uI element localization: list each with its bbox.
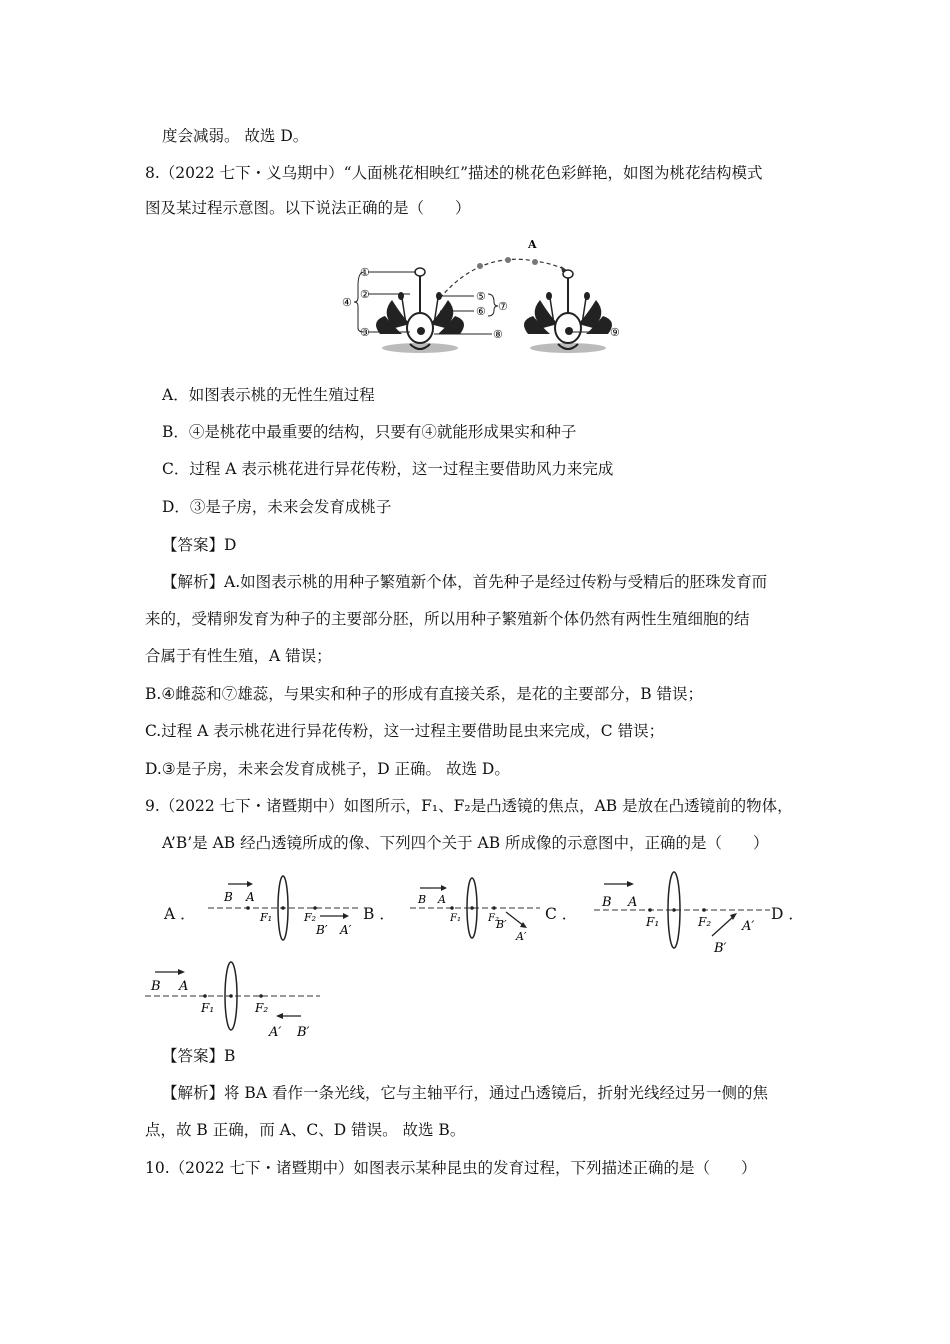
question-8-analysis-line: D.③是子房，未来会发育成桃子，D 正确。 故选 D。	[145, 760, 510, 778]
option-letter-c: C ．	[545, 905, 578, 923]
label-f1: F₁	[450, 913, 461, 924]
label-a-prime: A′	[742, 919, 755, 934]
question-9-answer: 【答案】B	[162, 1047, 236, 1065]
label-a: A	[438, 893, 446, 906]
label-f2: F₂	[304, 911, 317, 924]
option-a: A．如图表示桃的无性生殖过程	[162, 386, 375, 404]
label-b-prime: B′	[316, 923, 328, 937]
question-8-analysis-line: B.④雌蕊和⑦雄蕊，与果实和种子的形成有直接关系，是花的主要部分，B 错误；	[145, 685, 704, 703]
label-b: B	[602, 895, 612, 910]
question-8-analysis-line: 【解析】A.如图表示桃的用种子繁殖新个体，首先种子是经过传粉与受精后的胚珠发育而	[162, 573, 768, 591]
label-b: B	[418, 893, 427, 906]
lens-diagram-a	[208, 874, 358, 944]
label-b-prime: B′	[297, 1025, 310, 1040]
option-d: D．③是子房，未来会发育成桃子	[162, 498, 392, 516]
option-b: B．④是桃花中最重要的结构，只要有④就能形成果实和种子	[162, 423, 577, 441]
label-b: B	[151, 979, 161, 994]
label-4: ④	[342, 296, 352, 309]
label-f1: F₁	[646, 915, 660, 929]
question-8-answer: 【答案】D	[162, 536, 237, 554]
label-b-prime: B′	[714, 941, 727, 956]
question-8-analysis-line: C.过程 A 表示桃花进行异花传粉，这一过程主要借助昆虫来完成，C 错误；	[145, 722, 665, 740]
label-5: ⑤	[476, 290, 486, 303]
lens-diagram-c	[594, 866, 770, 956]
label-a-prime: A′	[340, 923, 352, 937]
option-letter-d: D ．	[771, 905, 804, 923]
question-9-stem-line1: 9.（2022 七下・诸暨期中）如图所示，F₁、F₂是凸透镜的焦点，AB 是放在凸透镜前的物体，	[145, 797, 793, 815]
question-8-analysis-line: 来的，受精卵发育为种子的主要部分胚，所以用种子繁殖新个体仍然有两性生殖细胞的结	[145, 610, 750, 628]
label-f1: F₁	[260, 911, 273, 924]
question-8-analysis-line: 合属于有性生殖，A 错误；	[145, 647, 332, 665]
question-9-analysis-line: 【解析】将 BA 看作一条光线，它与主轴平行，通过凸透镜后，折射光线经过另一侧的焦	[162, 1084, 768, 1102]
label-a: A	[246, 890, 255, 904]
option-letter-b: B ．	[363, 905, 395, 923]
label-8: ⑧	[493, 328, 503, 341]
lens-diagram-d	[145, 960, 320, 1040]
peach-flower-diagram	[340, 236, 640, 366]
label-f2: F₂	[255, 1001, 269, 1015]
question-8-stem-line1: 8.（2022 七下・义乌期中）“人面桃花相映红”描述的桃花色彩鲜艳，如图为桃花结构模式	[145, 164, 763, 182]
option-c: C．过程 A 表示桃花进行异花传粉，这一过程主要借助风力来完成	[162, 460, 614, 478]
lens-diagram-b	[410, 874, 540, 944]
question-9-stem-line2: A’B’是 AB 经凸透镜所成的像、下列四个关于 AB 所成像的示意图中，正确的是（ ）	[162, 834, 769, 852]
right-flower	[524, 270, 620, 353]
label-9: ⑨	[610, 326, 620, 339]
previous-answer-tail: 度会减弱。 故选 D。	[162, 127, 309, 145]
label-a: A	[628, 895, 638, 910]
label-1: ①	[360, 266, 370, 279]
question-8-stem-line2: 图及某过程示意图。以下说法正确的是（ ）	[145, 199, 471, 217]
label-2: ②	[360, 288, 370, 301]
label-b-prime: B′	[496, 918, 507, 931]
label-f2: F₂	[698, 915, 712, 929]
question-9-analysis-line: 点，故 B 正确，而 A、C、D 错误。 故选 B。	[145, 1121, 466, 1139]
label-a-prime: A′	[516, 930, 527, 943]
label-7: ⑦	[498, 300, 508, 313]
label-f2: F₂	[488, 913, 499, 924]
label-6: ⑥	[476, 305, 486, 318]
label-a: A	[179, 979, 189, 994]
question-10-stem-line1: 10.（2022 七下・诸暨期中）如图表示某种昆虫的发育过程，下列描述正确的是（ ）	[145, 1159, 757, 1177]
label-b: B	[224, 890, 233, 904]
label-a-prime: A′	[269, 1025, 282, 1040]
option-letter-a: A ．	[164, 905, 196, 923]
label-3: ③	[360, 326, 370, 339]
label-f1: F₁	[201, 1001, 215, 1015]
process-label: A	[528, 238, 537, 251]
